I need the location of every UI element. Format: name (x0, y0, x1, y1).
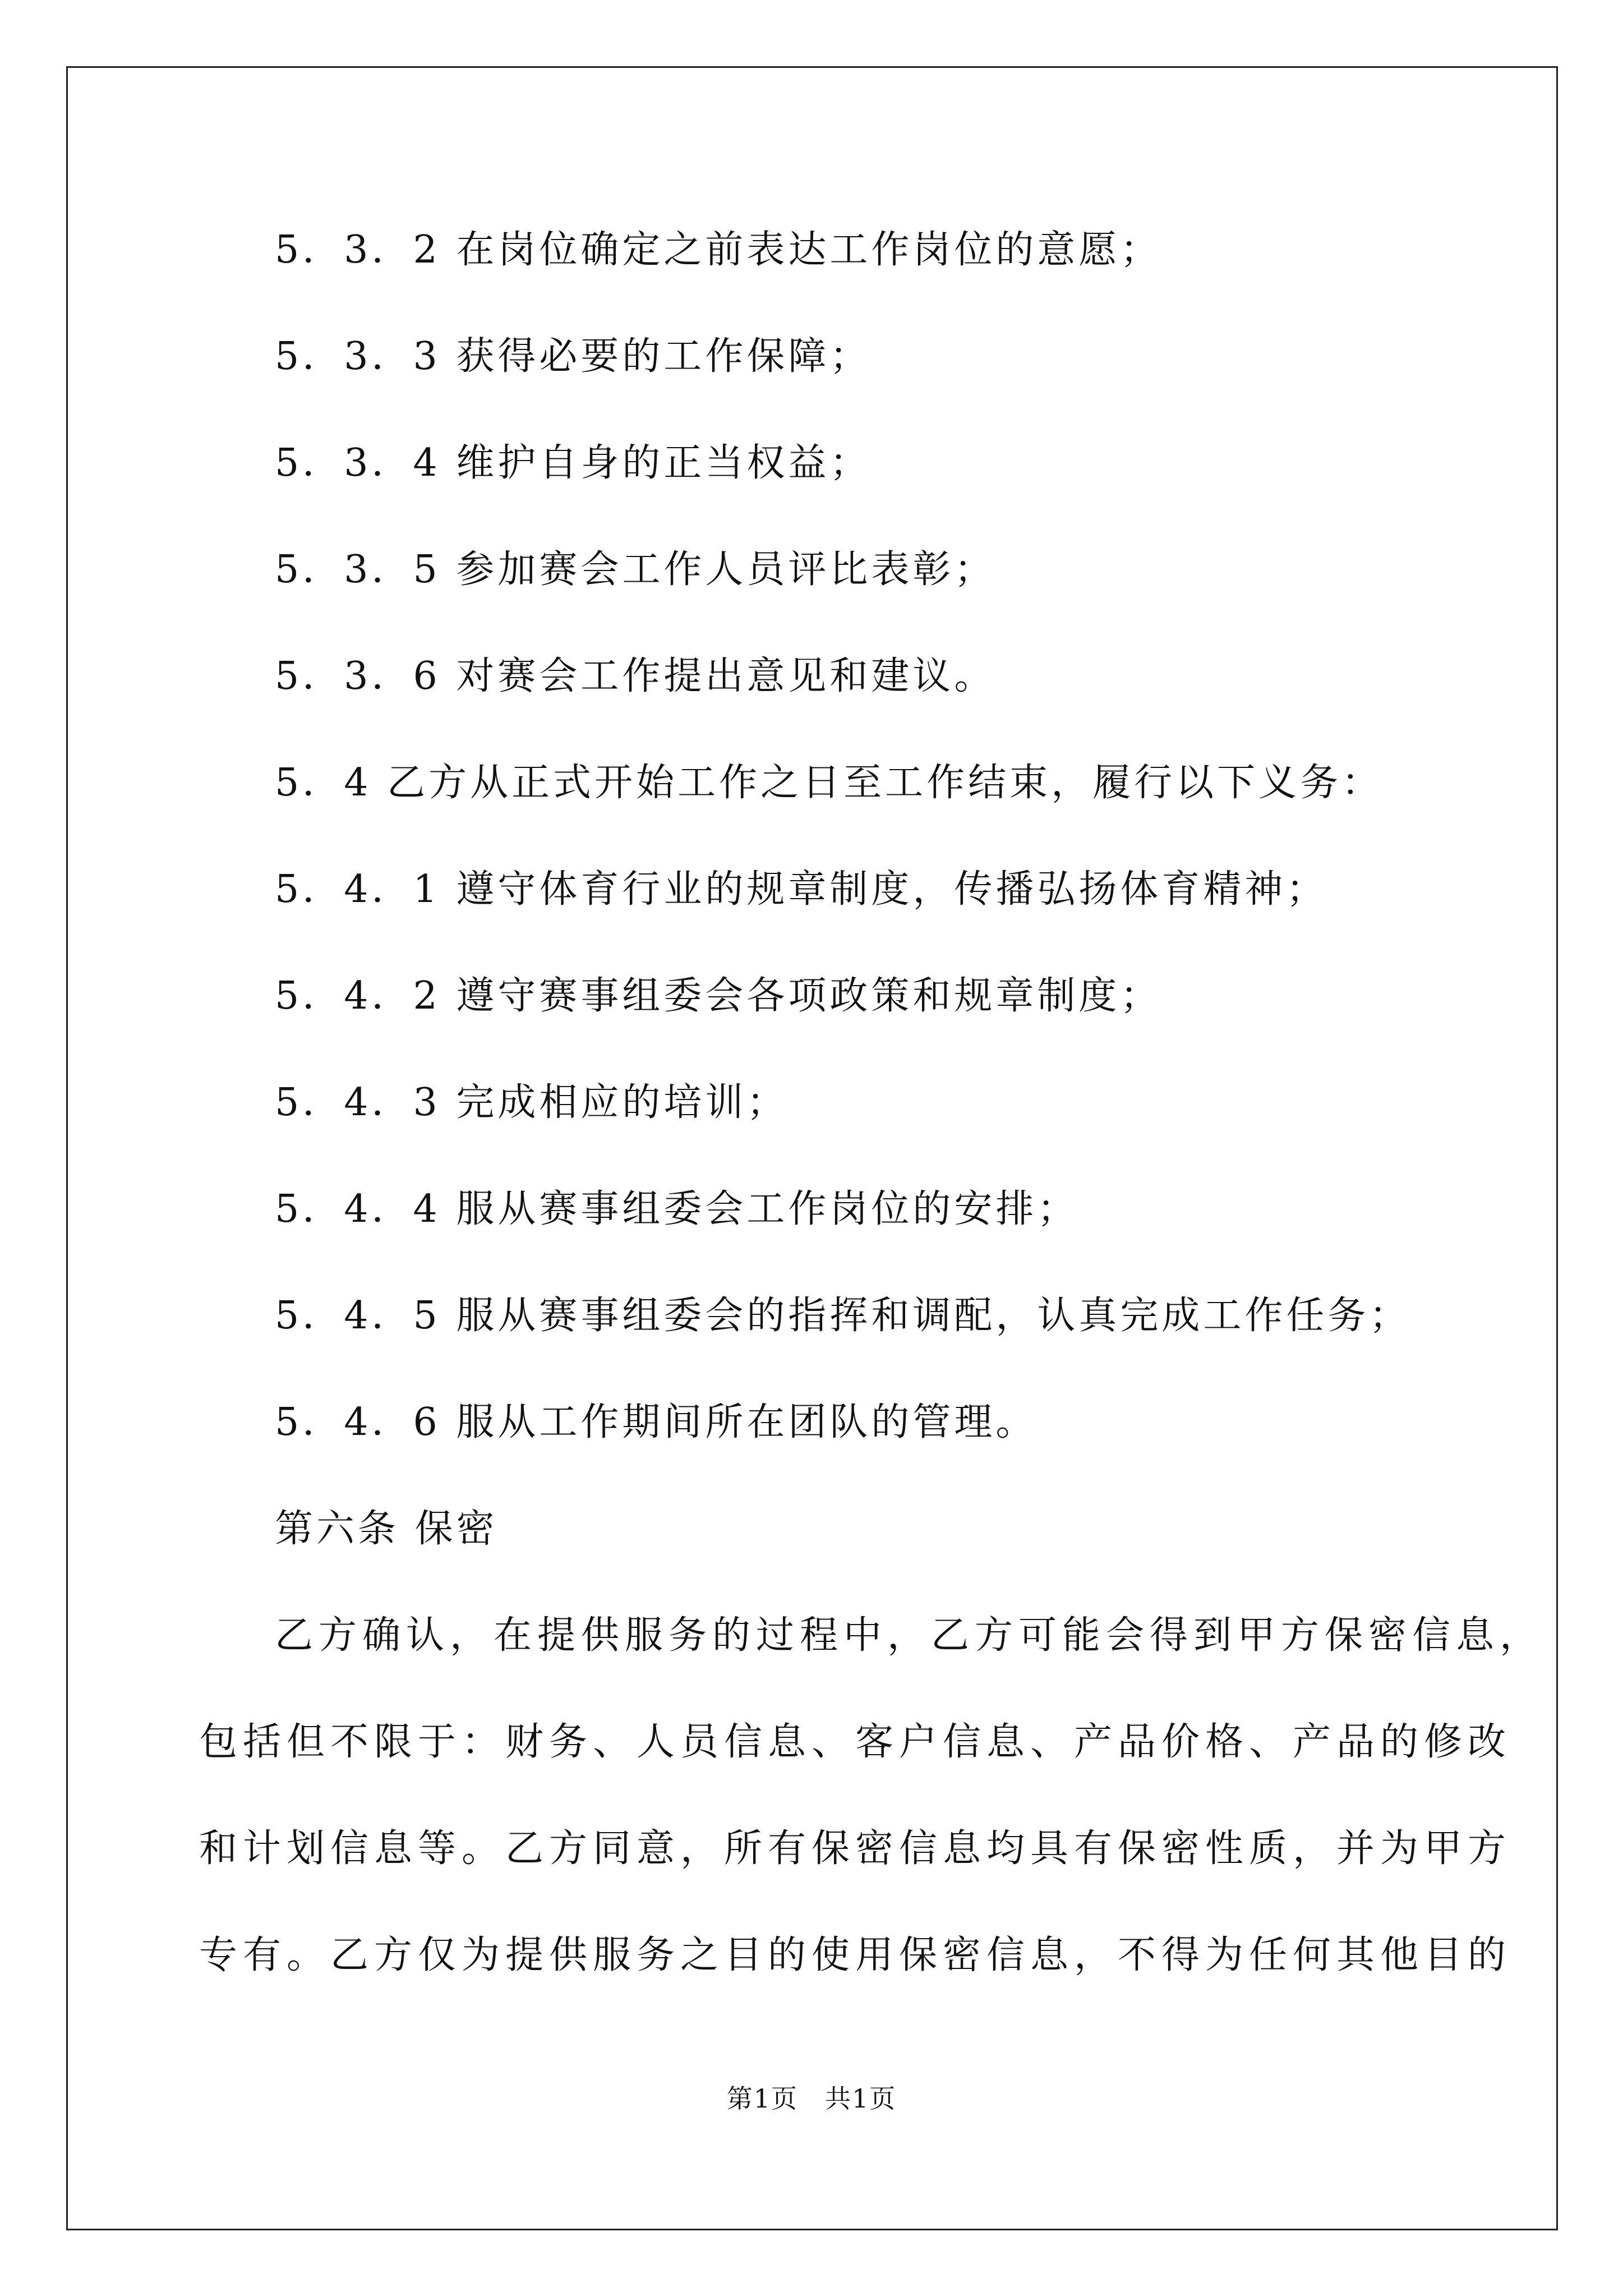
clause-5-4-5: 5．4．5 服从赛事组委会的指挥和调配，认真完成工作任务； (275, 1294, 1411, 1338)
clause-5-4-6: 5．4．6 服从工作期间所在团队的管理。 (275, 1400, 1038, 1444)
clause-5-3-4: 5．3．4 维护自身的正当权益； (275, 441, 872, 485)
section-heading: 第六条 保密 (275, 1507, 498, 1551)
clause-5-3-5: 5．3．5 参加赛会工作人员评比表彰； (275, 547, 996, 592)
paragraph-line: 包括但不限于：财务、人员信息、客户信息、产品价格、产品的修改 (199, 1720, 1512, 1764)
page-frame (66, 66, 1558, 2230)
paragraph-line: 和计划信息等。乙方同意，所有保密信息均具有保密性质，并为甲方 (199, 1826, 1512, 1871)
clause-5-3-3: 5．3．3 获得必要的工作保障； (275, 334, 872, 379)
clause-5-4: 5．4 乙方从正式开始工作之日至工作结束，履行以下义务： (275, 761, 1384, 805)
paragraph-line: 专有。乙方仅为提供服务之目的使用保密信息，不得为任何其他目的 (199, 1933, 1512, 1977)
paragraph-line: 乙方确认，在提供服务的过程中，乙方可能会得到甲方保密信息， (275, 1613, 1544, 1658)
clause-5-4-2: 5．4．2 遵守赛事组委会各项政策和规章制度； (275, 974, 1162, 1018)
clause-5-4-1: 5．4．1 遵守体育行业的规章制度，传播弘扬体育精神； (275, 867, 1328, 912)
clause-5-4-4: 5．4．4 服从赛事组委会工作岗位的安排； (275, 1187, 1079, 1231)
clause-5-3-6: 5．3．6 对赛会工作提出意见和建议。 (275, 654, 996, 698)
clause-5-3-2: 5．3．2 在岗位确定之前表达工作岗位的意愿； (275, 228, 1162, 272)
page-footer: 第1页 共1页 (726, 2083, 897, 2114)
clause-5-4-3: 5．4．3 完成相应的培训； (275, 1080, 789, 1125)
